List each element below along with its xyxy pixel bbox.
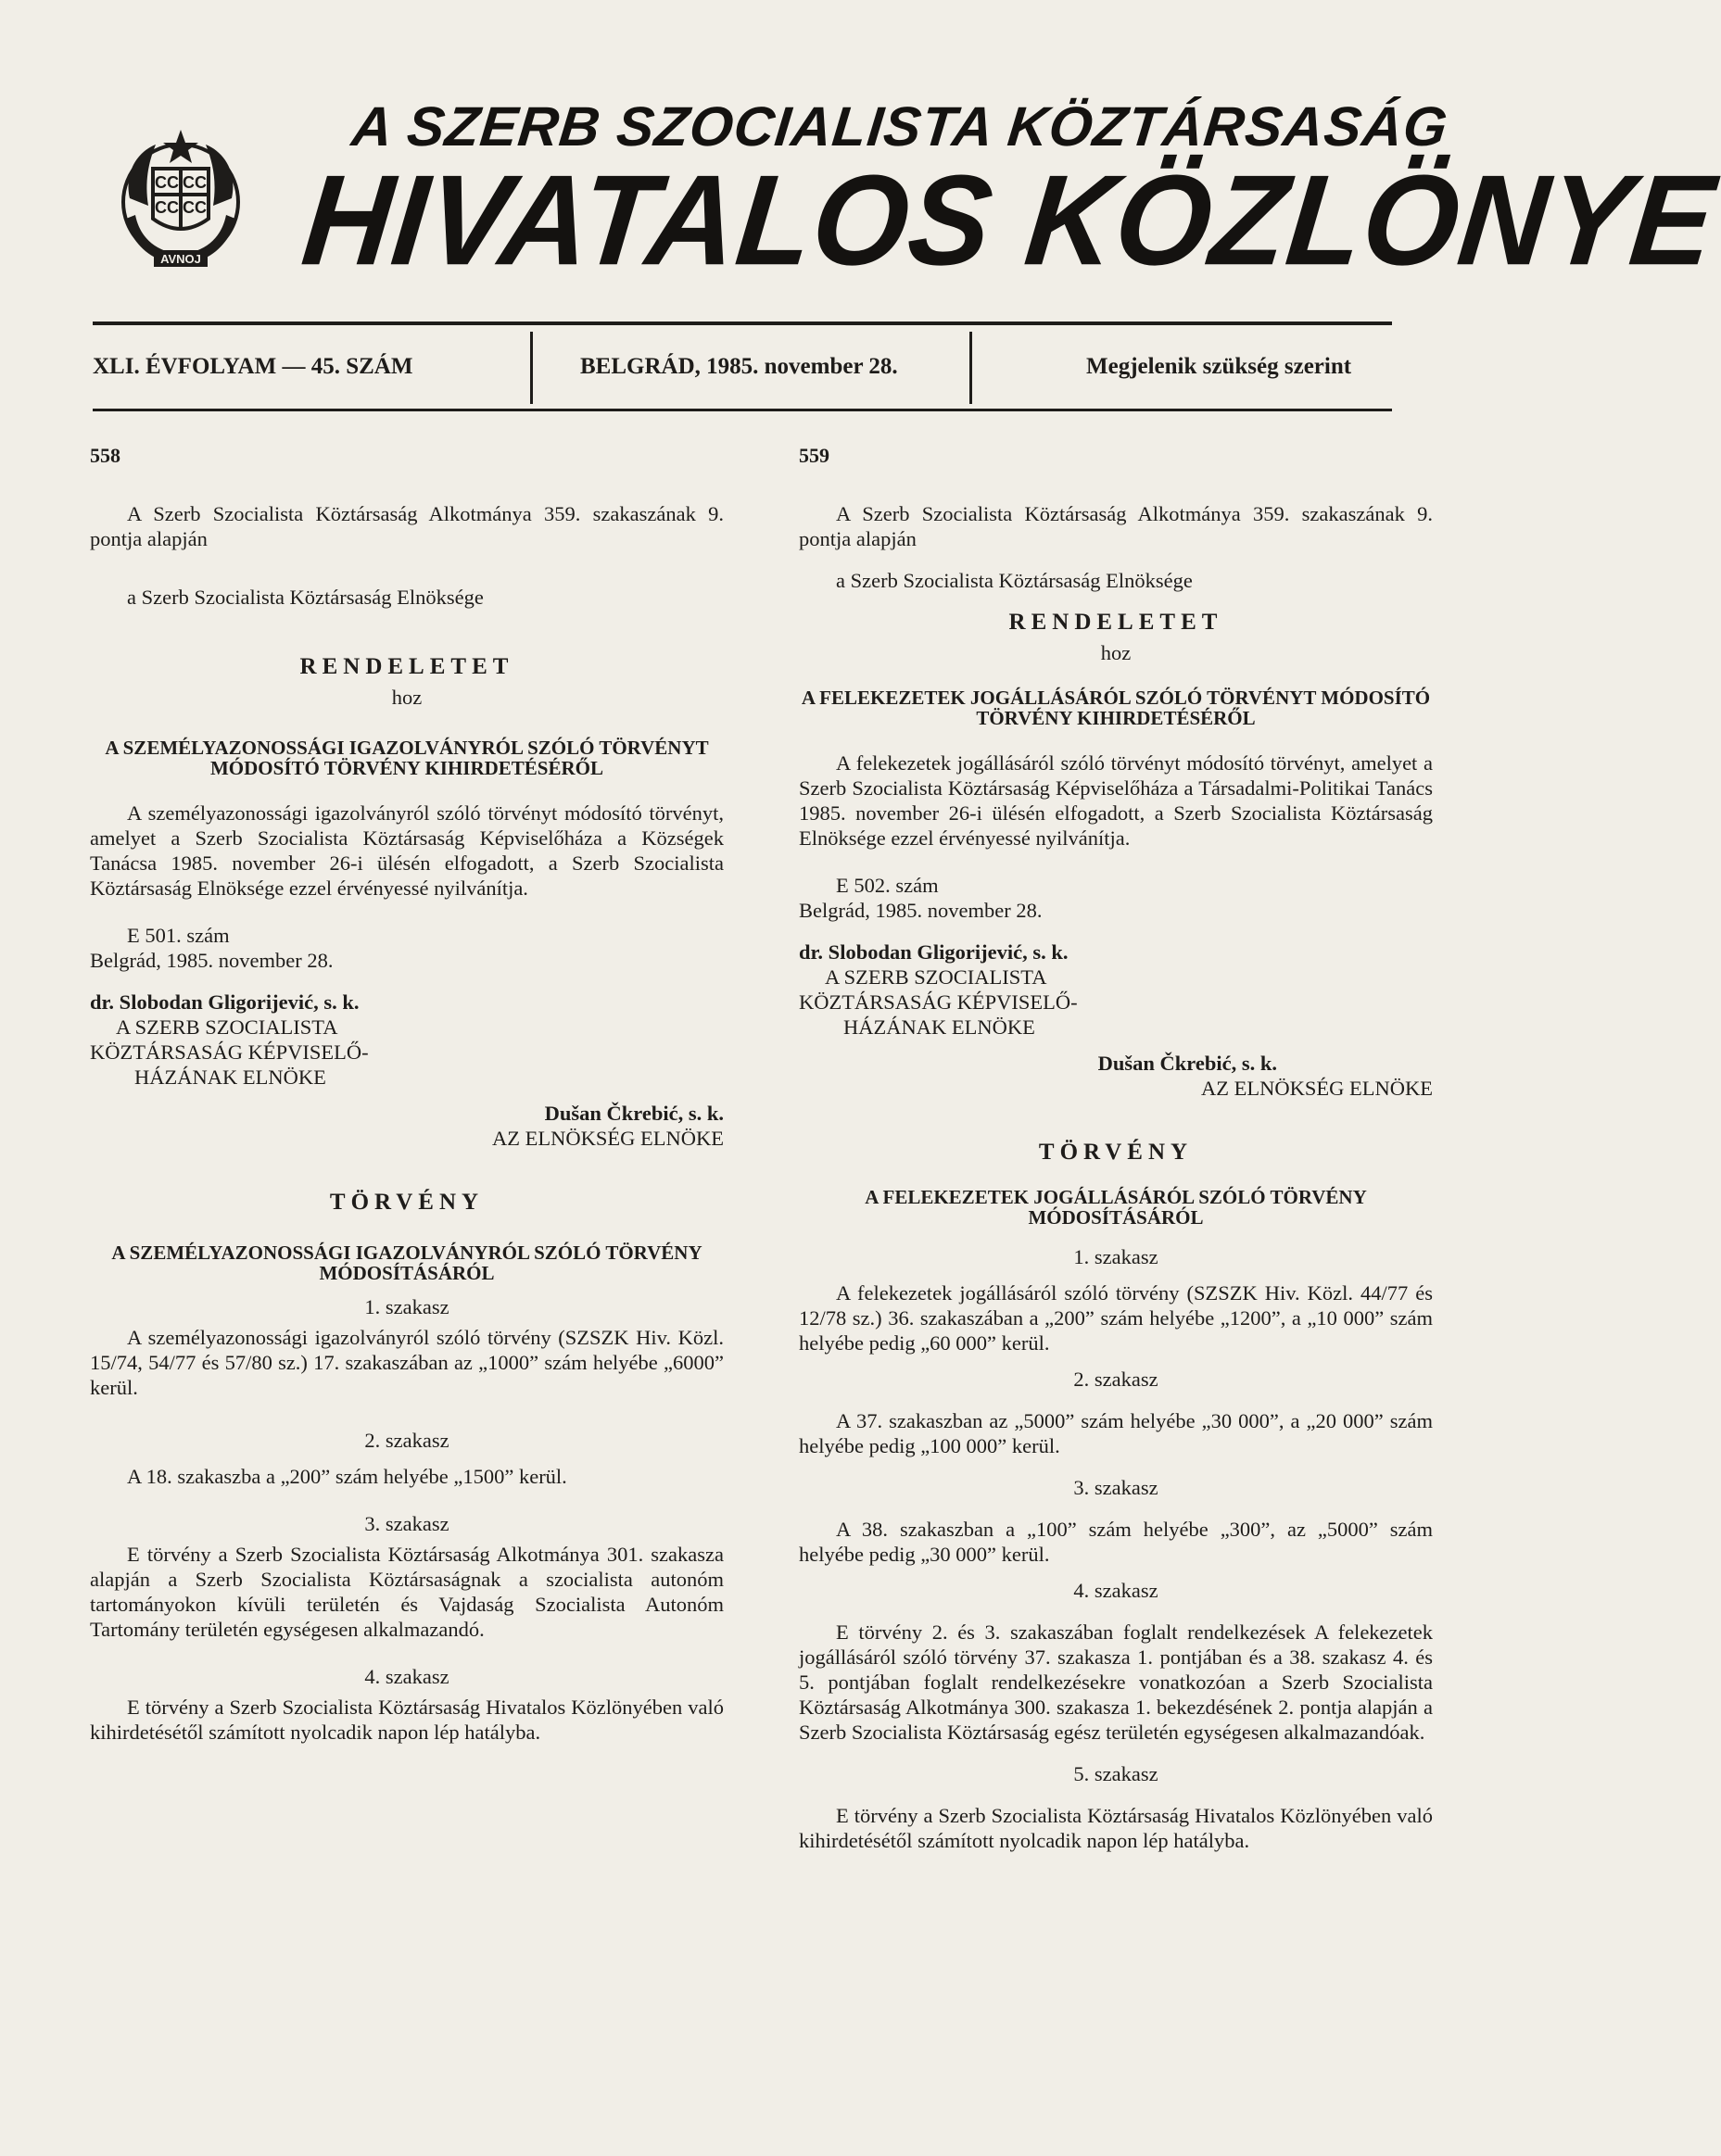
act-number: 559 [799,444,829,467]
decree-hoz: hoz [1100,641,1132,664]
section-2-heading: 2. szakasz [364,1429,449,1452]
issue-frequency: Megjelenik szükség szerint [1086,354,1352,379]
section-1-heading: 1. szakasz [1073,1245,1158,1268]
left-column [90,443,724,1745]
law-heading: TÖRVÉNY [329,1190,485,1215]
decree-title: A FELEKEZETEK JOGÁLLÁSÁRÓL SZÓLÓ TÖRVÉNYT MÓDOSÍTÓ TÖRVÉNY KIHIRDETÉSÉRŐL [801,687,1431,729]
law-heading: TÖRVÉNY [1038,1140,1194,1165]
section-3-text: E törvény a Szerb Szocialista Köztársaság Alkotmánya 301. szakasza alapján a Szerb Szocialista Köztársaságnak a szocialista autonóm tartományokon kívüli területén és Vajdaság Szocialista Autonóm Tartomány területén egységesen alkalmazandó. [90,1543,724,1641]
issue-place-date: BELGRÁD, 1985. november 28. [580,354,898,379]
decree-title: A SZEMÉLYAZONOSSÁGI IGAZOLVÁNYRÓL SZÓLÓ TÖRVÉNYT MÓDOSÍTÓ TÖRVÉNY KIHIRDETÉSÉRŐL [105,737,709,779]
issue-volume: XLI. ÉVFOLYAM — 45. SZÁM [93,354,413,379]
masthead-subtitle: A SZERB SZOCIALISTA KÖZTÁRSASÁG [348,95,1451,158]
section-1-heading: 1. szakasz [364,1295,449,1318]
legal-basis: A Szerb Szocialista Köztársaság Alkotmánya 359. szakaszának 9. pontja alapján [90,502,724,550]
reference-date: Belgrád, 1985. november 28. [90,949,334,972]
issuing-body: a Szerb Szocialista Köztársaság Elnöksége [127,586,484,609]
header-divider-2 [969,332,972,404]
signatory-2-name: Dušan Čkrebić, s. k. [1097,1052,1277,1075]
emblem-symbol-tr: CC [183,173,207,192]
emblem-ribbon-label: AVNOJ [160,252,201,266]
section-5-heading: 5. szakasz [1073,1762,1158,1785]
signatory-1-title-line2: KÖZTÁRSASÁG KÉPVISELŐ- [799,990,1078,1014]
signatory-1-name: dr. Slobodan Gligorijević, s. k. [90,990,360,1014]
header-rule-bottom [93,409,1392,411]
state-emblem-icon [111,117,250,284]
issuing-body: a Szerb Szocialista Köztársaság Elnöksége [836,569,1193,592]
emblem-symbol-bl: CC [155,198,179,217]
right-column [799,443,1433,1853]
emblem-symbol-tl: CC [155,173,179,192]
reference-number: E 502. szám [836,874,939,897]
header-divider-1 [530,332,533,404]
section-5-text: E törvény a Szerb Szocialista Köztársaság Hivatalos Közlönyében való kihirdetésétől számított nyolcadik napon lép hatályba. [799,1804,1433,1852]
signatory-1-name: dr. Slobodan Gligorijević, s. k. [799,940,1069,964]
signatory-1-title-line1: A SZERB SZOCIALISTA [825,965,1047,989]
section-3-text: A 38. szakaszban a „100” szám helyébe „300”, az „5000” szám helyébe pedig „30 000” kerül. [799,1518,1433,1566]
decree-heading: RENDELETET [299,654,514,679]
section-3-heading: 3. szakasz [1073,1476,1158,1499]
decree-text: A személyazonossági igazolványról szóló törvényt módosító törvényt, amelyet a Szerb Szocialista Köztársaság Képviselőháza a Községek Tanácsa 1985. november 26-i ülésén elfogadott, a Szerb Szocialista Köztársaság Elnöksége ezzel érvényessé nyilvánítja. [90,801,724,900]
law-title: A SZEMÉLYAZONOSSÁGI IGAZOLVÁNYRÓL SZÓLÓ TÖRVÉNY MÓDOSÍTÁSÁRÓL [111,1242,702,1284]
decree-text: A felekezetek jogállásáról szóló törvényt módosító törvényt, amelyet a Szerb Szocialista Köztársaság Képviselőháza a Társadalmi-Politikai Tanács 1985. november 26-i ülésén elfogadott, a Szerb Szocialista Köztársaság Elnöksége ezzel érvényessé nyilvánítja. [799,751,1433,850]
section-4-heading: 4. szakasz [1073,1579,1158,1602]
section-3-heading: 3. szakasz [364,1512,449,1535]
reference-number: E 501. szám [127,924,230,947]
section-4-text: E törvény 2. és 3. szakaszában foglalt rendelkezések A felekezetek jogállásáról szóló törvény 37. szakasza 1. pontjában és a 38. szakasz 4. és 5. pontjában foglalt rendelkezésekre vonatkozóan a Szerb Szocialista Köztársaság Alkotmánya 300. szakasza 1. bekezdésének 2. pontja alapján a Szerb Szocialista Köztársaság egész területén egységesen alkalmazandóak. [799,1620,1433,1744]
signatory-2-title: AZ ELNÖKSÉG ELNÖKE [492,1127,724,1150]
section-2-text: A 37. szakaszban az „5000” szám helyébe „30 000”, a „20 000” szám helyébe pedig „100 000” kerül. [799,1409,1433,1457]
section-4-heading: 4. szakasz [364,1665,449,1688]
act-number: 558 [90,444,120,467]
reference-date: Belgrád, 1985. november 28. [799,899,1043,922]
section-1-text: A személyazonossági igazolványról szóló törvény (SZSZK Hiv. Közl. 15/74, 54/77 és 57/80 sz.) 17. szakaszában az „1000” szám helyébe „6000” kerül. [90,1326,724,1399]
signatory-1-title-line1: A SZERB SZOCIALISTA [116,1015,338,1039]
header-rule-top [93,322,1392,325]
signatory-2-title: AZ ELNÖKSÉG ELNÖKE [1201,1077,1433,1100]
section-2-heading: 2. szakasz [1073,1368,1158,1391]
section-2-text: A 18. szakaszba a „200” szám helyébe „1500” kerül. [127,1465,567,1488]
legal-basis: A Szerb Szocialista Köztársaság Alkotmánya 359. szakaszának 9. pontja alapján [799,502,1433,550]
section-1-text: A felekezetek jogállásáról szóló törvény (SZSZK Hiv. Közl. 44/77 és 12/78 sz.) 36. szakaszában a „200” szám helyébe „1200”, a „10 000” szám helyébe pedig „60 000” kerül. [799,1281,1433,1355]
signatory-1-title-line2: KÖZTÁRSASÁG KÉPVISELŐ- [90,1040,369,1064]
emblem-symbol-br: CC [183,198,207,217]
decree-heading: RENDELETET [1008,610,1223,635]
law-title: A FELEKEZETEK JOGÁLLÁSÁRÓL SZÓLÓ TÖRVÉNY MÓDOSÍTÁSÁRÓL [865,1186,1367,1229]
signatory-1-title-line3: HÁZÁNAK ELNÖKE [843,1015,1035,1039]
section-4-text: E törvény a Szerb Szocialista Köztársaság Hivatalos Közlönyében való kihirdetésétől számított nyolcadik napon lép hatályba. [90,1696,724,1744]
signatory-2-name: Dušan Čkrebić, s. k. [544,1102,724,1125]
signatory-1-title-line3: HÁZÁNAK ELNÖKE [134,1065,326,1089]
decree-hoz: hoz [391,686,423,709]
masthead-title: HIVATALOS KÖZLÖNYE [296,148,1721,292]
